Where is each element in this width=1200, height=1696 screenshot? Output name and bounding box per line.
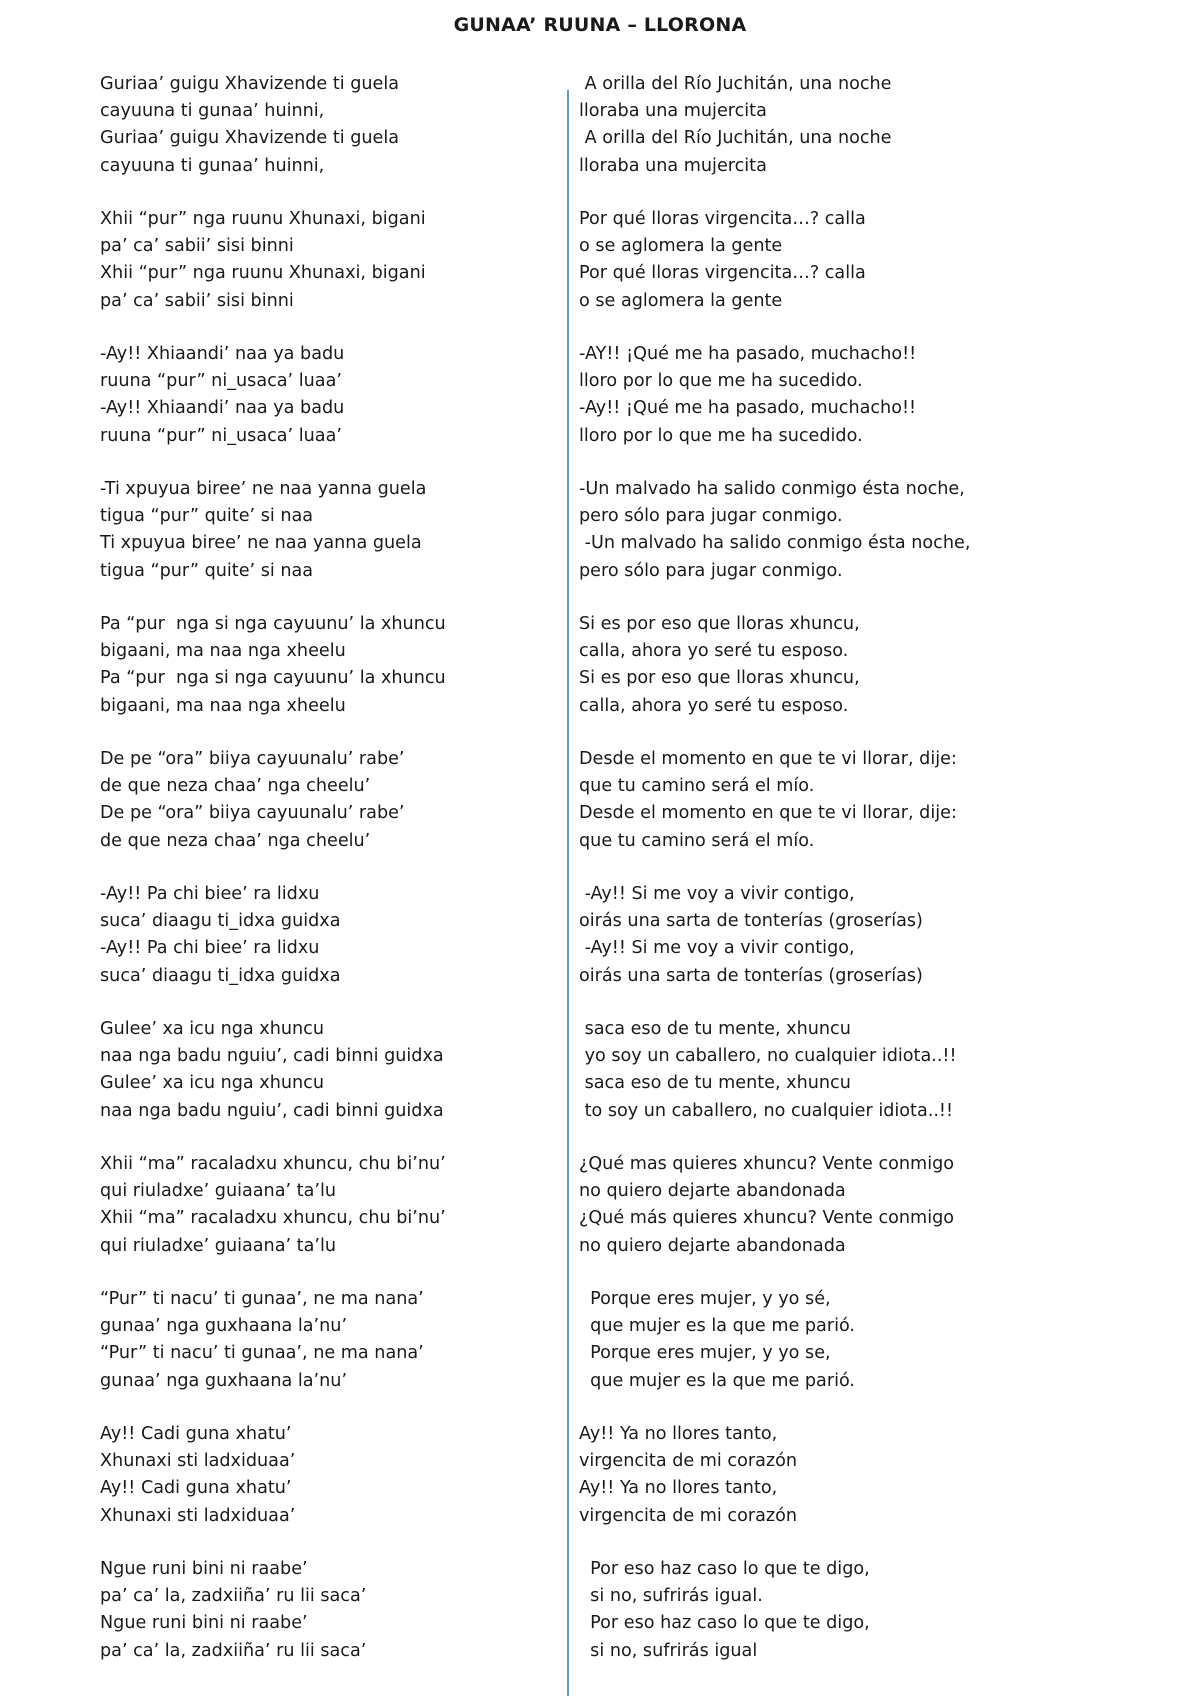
zapotec-lyric-line: suca’ diaagu ti_idxa guidxa	[100, 965, 341, 986]
zapotec-lyric-line: Ngue runi bini ni raabe’	[100, 1613, 308, 1634]
spanish-stanza	[579, 1421, 999, 1530]
spanish-lyric-line: pero sólo para jugar conmigo.	[579, 506, 843, 527]
spanish-lyric-line: que tu camino será el mío.	[579, 830, 815, 851]
spanish-lyric-line: Ay!! Ya no llores tanto,	[579, 1424, 778, 1444]
spanish-lyric-line: o se aglomera la gente	[579, 290, 783, 311]
zapotec-lyric-line: pa’ ca’ la, zadxiiña’ ru lii saca’	[100, 1586, 367, 1607]
spanish-lyric-line: Si es por eso que lloras xhuncu,	[579, 668, 860, 689]
spanish-lyric-line: calla, ahora yo seré tu esposo.	[579, 695, 849, 716]
zapotec-lyric-line: -Ay!! Xhiaandi’ naa ya badu	[100, 398, 345, 419]
spanish-lyric-line: ¿Qué más quieres xhuncu? Vente conmigo	[579, 1208, 955, 1229]
spanish-lyric-line: to soy un caballero, no cualquier idiota..!!	[579, 1100, 954, 1121]
zapotec-lyric-line: naa nga badu nguiu’, cadi binni guidxa	[100, 1100, 444, 1121]
spanish-lyric-line: oirás una sarta de tonterías (groserías)	[579, 965, 923, 986]
zapotec-lyric-line: “Pur” ti nacu’ ti gunaa’, ne ma nana’	[100, 1289, 424, 1309]
spanish-lyric-line: si no, sufrirás igual	[579, 1640, 758, 1661]
zapotec-stanza	[100, 881, 560, 990]
spanish-stanza	[579, 341, 999, 450]
spanish-lyric-line: Desde el momento en que te vi llorar, dije:	[579, 749, 957, 769]
spanish-lyric-line: Porque eres mujer, y yo sé,	[579, 1289, 831, 1309]
zapotec-lyric-line: bigaani, ma naa nga xheelu	[100, 641, 346, 662]
zapotec-stanza	[100, 1151, 560, 1260]
zapotec-lyric-line: pa’ ca’ sabii’ sisi binni	[100, 290, 294, 311]
zapotec-lyric-line: Pa “pur nga si nga cayuunu’ la xhuncu	[100, 614, 446, 634]
spanish-lyric-line: lloraba una mujercita	[579, 101, 767, 122]
spanish-lyric-line: que tu camino será el mío.	[579, 776, 815, 797]
spanish-lyric-line: A orilla del Río Juchitán, una noche	[579, 128, 892, 149]
zapotec-lyric-line: tigua “pur” quite’ si naa	[100, 560, 314, 581]
spanish-lyric-line: Por eso haz caso lo que te digo,	[579, 1613, 870, 1634]
spanish-stanza	[579, 71, 999, 180]
spanish-lyric-line: no quiero dejarte abandonada	[579, 1181, 846, 1202]
spanish-lyric-line: saca eso de tu mente, xhuncu	[579, 1019, 851, 1039]
spanish-lyric-line: -Un malvado ha salido conmigo ésta noche,	[579, 479, 965, 499]
spanish-stanza	[579, 1286, 999, 1395]
spanish-lyric-line: -Ay!! ¡Qué me ha pasado, muchacho!!	[579, 398, 917, 419]
zapotec-lyric-line: ruuna “pur” ni_usaca’ luaa’	[100, 425, 342, 446]
zapotec-lyric-line: Xhii “ma” racaladxu xhuncu, chu bi’nu’	[100, 1208, 446, 1229]
spanish-lyric-line: Desde el momento en que te vi llorar, dije:	[579, 803, 957, 824]
zapotec-lyric-line: Guriaa’ guigu Xhavizende ti guela	[100, 74, 400, 94]
zapotec-lyric-line: pa’ ca’ sabii’ sisi binni	[100, 236, 294, 257]
song-title: GUNAA’ RUUNA – LLORONA	[453, 14, 747, 36]
zapotec-lyric-line: Xhii “pur” nga ruunu Xhunaxi, bigani	[100, 209, 426, 229]
spanish-lyric-line: Porque eres mujer, y yo se,	[579, 1343, 831, 1364]
spanish-lyric-line: o se aglomera la gente	[579, 236, 783, 257]
zapotec-stanza	[100, 1286, 560, 1395]
zapotec-lyric-line: De pe “ora” biiya cayuunalu’ rabe’	[100, 803, 405, 824]
spanish-stanza	[579, 476, 999, 585]
spanish-lyric-line: saca eso de tu mente, xhuncu	[579, 1073, 851, 1094]
zapotec-lyric-line: Guriaa’ guigu Xhavizende ti guela	[100, 128, 400, 149]
zapotec-stanza	[100, 1556, 560, 1665]
zapotec-lyric-line: Gulee’ xa icu nga xhuncu	[100, 1019, 324, 1039]
zapotec-stanza	[100, 746, 560, 855]
zapotec-lyric-line: Gulee’ xa icu nga xhuncu	[100, 1073, 324, 1094]
zapotec-lyric-line: gunaa’ nga guxhaana la’nu’	[100, 1370, 348, 1391]
zapotec-lyric-line: De pe “ora” biiya cayuunalu’ rabe’	[100, 749, 405, 769]
spanish-lyric-line: calla, ahora yo seré tu esposo.	[579, 641, 849, 662]
spanish-lyric-line: Ay!! Ya no llores tanto,	[579, 1478, 778, 1499]
spanish-stanza	[579, 1556, 999, 1665]
zapotec-lyric-line: -Ay!! Pa chi biee’ ra lidxu	[100, 884, 320, 904]
spanish-lyric-line: lloraba una mujercita	[579, 155, 767, 176]
spanish-lyrics-column	[579, 71, 999, 1691]
spanish-lyric-line: oirás una sarta de tonterías (groserías)	[579, 911, 923, 932]
spanish-lyric-line: Por qué lloras virgencita…? calla	[579, 209, 866, 229]
spanish-lyric-line: pero sólo para jugar conmigo.	[579, 560, 843, 581]
zapotec-stanza	[100, 206, 560, 315]
spanish-stanza	[579, 206, 999, 315]
zapotec-lyric-line: tigua “pur” quite’ si naa	[100, 506, 314, 527]
spanish-lyric-line: si no, sufrirás igual.	[579, 1586, 763, 1607]
spanish-lyric-line: -Un malvado ha salido conmigo ésta noche,	[579, 533, 971, 554]
spanish-lyric-line: no quiero dejarte abandonada	[579, 1235, 846, 1256]
zapotec-lyric-line: de que neza chaa’ nga cheelu’	[100, 776, 371, 797]
spanish-stanza	[579, 746, 999, 855]
zapotec-lyric-line: pa’ ca’ la, zadxiiña’ ru lii saca’	[100, 1640, 367, 1661]
spanish-lyric-line: -Ay!! Si me voy a vivir contigo,	[579, 884, 855, 904]
zapotec-lyric-line: -Ay!! Xhiaandi’ naa ya badu	[100, 344, 345, 364]
zapotec-stanza	[100, 476, 560, 585]
spanish-stanza	[579, 881, 999, 990]
zapotec-stanza	[100, 1016, 560, 1125]
zapotec-lyric-line: Ti xpuyua biree’ ne naa yanna guela	[100, 533, 422, 554]
spanish-stanza	[579, 1016, 999, 1125]
zapotec-stanza	[100, 1421, 560, 1530]
zapotec-lyric-line: Xhunaxi sti ladxiduaa’	[100, 1505, 296, 1526]
zapotec-lyric-line: cayuuna ti gunaa’ huinni,	[100, 155, 325, 176]
zapotec-lyric-line: Ay!! Cadi guna xhatu’	[100, 1478, 292, 1499]
zapotec-stanza	[100, 71, 560, 180]
spanish-lyric-line: Por qué lloras virgencita…? calla	[579, 263, 866, 284]
spanish-stanza	[579, 611, 999, 720]
zapotec-lyric-line: gunaa’ nga guxhaana la’nu’	[100, 1316, 348, 1337]
spanish-lyric-line: que mujer es la que me parió.	[579, 1370, 856, 1391]
spanish-stanza	[579, 1151, 999, 1260]
zapotec-lyric-line: -Ti xpuyua biree’ ne naa yanna guela	[100, 479, 427, 499]
zapotec-lyric-line: Xhii “pur” nga ruunu Xhunaxi, bigani	[100, 263, 426, 284]
zapotec-stanza	[100, 611, 560, 720]
zapotec-lyric-line: naa nga badu nguiu’, cadi binni guidxa	[100, 1046, 444, 1067]
zapotec-lyric-line: Xhii “ma” racaladxu xhuncu, chu bi’nu’	[100, 1154, 446, 1174]
zapotec-lyric-line: “Pur” ti nacu’ ti gunaa’, ne ma nana’	[100, 1343, 424, 1364]
zapotec-lyric-line: Pa “pur nga si nga cayuunu’ la xhuncu	[100, 668, 446, 689]
spanish-lyric-line: -AY!! ¡Qué me ha pasado, muchacho!!	[579, 344, 917, 364]
zapotec-lyric-line: de que neza chaa’ nga cheelu’	[100, 830, 371, 851]
zapotec-stanza	[100, 341, 560, 450]
spanish-lyric-line: que mujer es la que me parió.	[579, 1316, 856, 1337]
spanish-lyric-line: -Ay!! Si me voy a vivir contigo,	[579, 938, 855, 959]
spanish-lyric-line: lloro por lo que me ha sucedido.	[579, 371, 863, 392]
spanish-lyric-line: lloro por lo que me ha sucedido.	[579, 425, 863, 446]
spanish-lyric-line: virgencita de mi corazón	[579, 1505, 798, 1526]
zapotec-lyric-line: qui riuladxe’ guiaana’ ta’lu	[100, 1235, 336, 1256]
zapotec-lyric-line: Xhunaxi sti ladxiduaa’	[100, 1451, 296, 1472]
spanish-lyric-line: Por eso haz caso lo que te digo,	[579, 1559, 870, 1579]
spanish-lyric-line: ¿Qué mas quieres xhuncu? Vente conmigo	[579, 1154, 955, 1174]
zapotec-lyric-line: bigaani, ma naa nga xheelu	[100, 695, 346, 716]
zapotec-lyric-line: cayuuna ti gunaa’ huinni,	[100, 101, 325, 122]
zapotec-lyric-line: Ngue runi bini ni raabe’	[100, 1559, 308, 1579]
spanish-lyric-line: Si es por eso que lloras xhuncu,	[579, 614, 860, 634]
zapotec-lyrics-column	[100, 71, 560, 1691]
spanish-lyric-line: yo soy un caballero, no cualquier idiota..!!	[579, 1046, 957, 1067]
spanish-lyric-line: virgencita de mi corazón	[579, 1451, 798, 1472]
zapotec-lyric-line: Ay!! Cadi guna xhatu’	[100, 1424, 292, 1444]
zapotec-lyric-line: qui riuladxe’ guiaana’ ta’lu	[100, 1181, 336, 1202]
spanish-lyric-line: A orilla del Río Juchitán, una noche	[579, 74, 892, 94]
zapotec-lyric-line: -Ay!! Pa chi biee’ ra lidxu	[100, 938, 320, 959]
column-divider	[567, 90, 569, 1696]
zapotec-lyric-line: suca’ diaagu ti_idxa guidxa	[100, 911, 341, 932]
zapotec-lyric-line: ruuna “pur” ni_usaca’ luaa’	[100, 371, 342, 392]
